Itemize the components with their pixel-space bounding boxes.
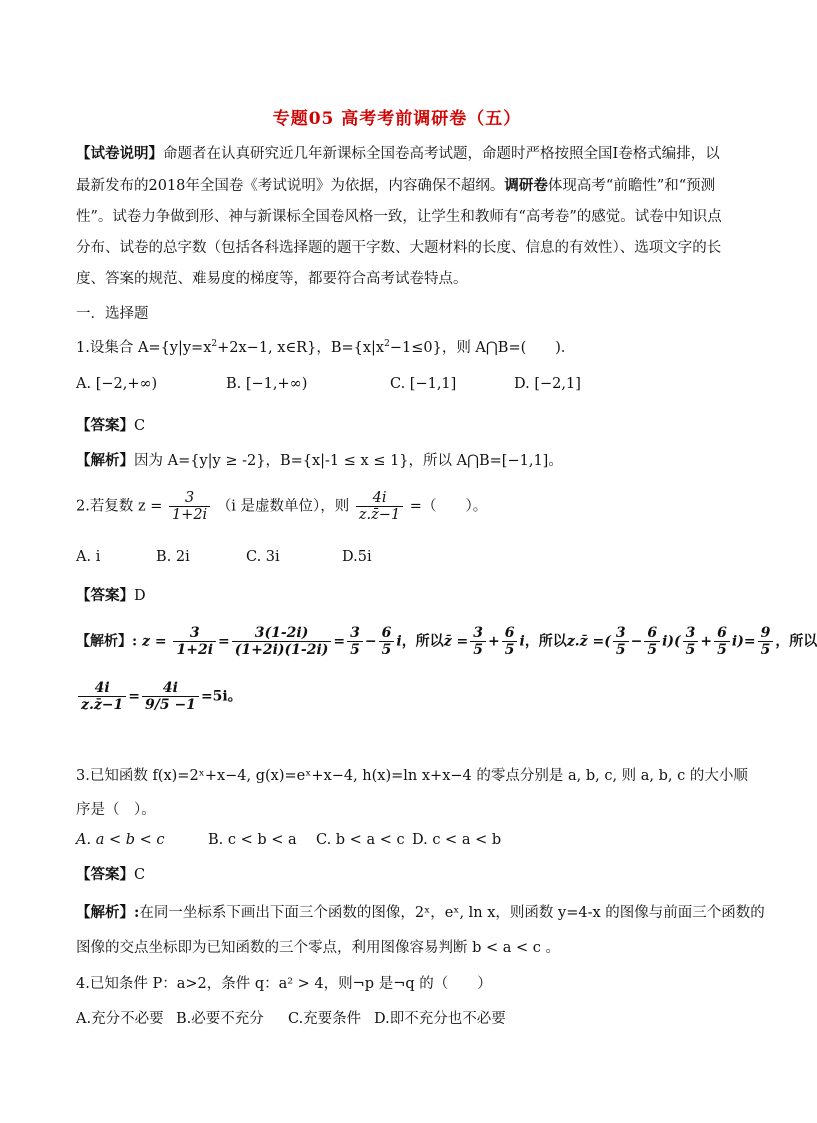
fraction-numerator: 6	[381, 625, 392, 641]
q1-option-b: B. [−1,+∞)	[226, 376, 308, 392]
q4-option-a: A.充分不必要	[76, 1011, 164, 1027]
intro-text-1: 命题者在认真研究近几年新课标全国卷高考试题，命题时严格按照全国Ⅰ卷格式编排，以最新发布的2018年全国卷《考试说明》为依据，内容确保不超纲。	[76, 146, 720, 194]
fraction-numerator: 3	[189, 625, 200, 641]
fraction-numerator: 3	[184, 490, 195, 506]
q3-analysis-text-1: 在同一坐标系下画出下面三个函数的图像，2ˣ，eˣ, ln x，则函数 y=4-x 的图像与前面三个函数的	[139, 905, 765, 921]
fraction-denominator: 5	[347, 641, 363, 658]
q2-stem-a: 2.若复数 z =	[76, 498, 163, 515]
q3-answer-value: C	[134, 867, 146, 883]
math-fraction	[379, 625, 395, 658]
q1-option-d: D. [−2,1]	[514, 376, 581, 392]
q3-option-b: B. c < b < a	[208, 832, 297, 848]
intro-text-2: 体现高考“前瞻性”和“预测性”。试卷力争做到形、神与新课标全国卷风格一致，让学生和教师有“高考卷”的感觉。试卷中知识点分布、试卷的总字数（包括各科选择题的题干字数、大题材料的长度、信息的有效性）、选项文字的长度、答案的规范、难易度的梯度等，都要符合高考试卷特点。	[76, 178, 722, 287]
q4-option-d: D.即不充分也不必要	[374, 1011, 506, 1027]
math-fraction	[502, 625, 518, 658]
q2-answer-tag: 【答案】	[76, 587, 134, 604]
math-fraction	[613, 625, 629, 658]
fraction-denominator: 5	[613, 641, 629, 658]
fraction-denominator: 5	[683, 641, 699, 658]
fraction-denominator: 5	[502, 641, 518, 658]
q3-analysis-tag: 【解析】:	[76, 904, 140, 921]
q3-answer	[76, 863, 145, 884]
q1-stem-b: +2x−1, x∈R}，B={x|x	[217, 340, 385, 356]
q3-stem: 3.已知函数 f(x)=2ˣ+x−4, g(x)=eˣ+x−4, h(x)=ln x+x−4 的零点分别是 a, b, c, 则 a, b, c 的大小顺	[76, 768, 748, 784]
q1-analysis	[76, 449, 563, 470]
fraction-denominator: 5	[714, 641, 730, 658]
q2-stem	[76, 490, 487, 523]
math-fraction	[644, 625, 660, 658]
math-fraction	[142, 680, 199, 713]
q1-option-c: C. [−1,1]	[390, 376, 457, 392]
fraction-numerator: 3	[685, 625, 696, 641]
fraction-denominator: 9/5 −1	[142, 696, 199, 713]
q3-stem-2: 序是（ ）。	[76, 802, 156, 818]
text: z̄ =	[443, 633, 469, 650]
math-fraction	[347, 625, 363, 658]
fraction-numerator: 4i	[162, 680, 178, 696]
math-fraction	[683, 625, 699, 658]
q2-stem-c: =（ ）。	[409, 498, 488, 515]
fraction-denominator: z.z̄−1	[356, 506, 403, 523]
q2-option-c: C. 3i	[246, 549, 280, 565]
math-fraction	[173, 625, 216, 658]
q1-analysis-tag: 【解析】	[76, 452, 134, 469]
page-title: 专题05 高考考前调研卷（五）	[272, 109, 522, 129]
q4-options	[76, 1007, 506, 1028]
q3-analysis	[76, 901, 765, 922]
fraction-denominator: 5	[470, 641, 486, 658]
q4-option-c: C.充要条件	[288, 1011, 362, 1027]
q2-option-b: B. 2i	[156, 549, 190, 565]
q1-option-a: A. [−2,+∞)	[76, 376, 158, 392]
q2-stem-b: （i 是虚数单位），则	[216, 498, 350, 515]
q2-fraction-z	[169, 490, 210, 523]
fraction-denominator: (1+2i)(1-2i)	[232, 641, 332, 658]
q2-analysis-line1: 【解析】: z = $\frac{3}{1+2i}$ = $\frac{3(1-2i)}{(1+2i)(1-2i)}$ = $\frac{3}{5}$ − $\frac{6}{5}$ i，所以z̄ = $\frac{3}{5}$ + $\frac{6}{5}$ i，所以z.z̄ =( $\frac{3}{5}$ − $\frac{6}{5}$ i)( $\frac{3}{5}$ + $\frac{6}{5}$ i)= $\frac{9}{5}$ ，所以	[76, 625, 817, 658]
fraction-denominator: 5	[644, 641, 660, 658]
q2-options	[76, 549, 372, 565]
q1-analysis-text: 因为 A={y|y ≥ -2}，B={x|-1 ≤ x ≤ 1}，所以 A⋂B=[−1,1]。	[134, 453, 563, 469]
fraction-denominator: 1+2i	[169, 506, 210, 523]
q2-answer	[76, 584, 146, 605]
intro-tag: 【试卷说明】	[76, 145, 163, 162]
q4-stem: 4.已知条件 P：a>2，条件 q：a² > 4，则¬p 是¬q 的（ ）	[76, 976, 492, 992]
fraction-numerator: 6	[647, 625, 658, 641]
fraction-denominator: 5	[379, 641, 395, 658]
q3-option-c: C. b < a < c	[316, 832, 405, 848]
q2-fraction-target	[356, 490, 403, 523]
intro-paragraph	[76, 138, 724, 295]
fraction-numerator: 4i	[372, 490, 387, 506]
q2-analysis-tag: 【解析】:	[76, 633, 138, 650]
math-fraction	[714, 625, 730, 658]
math-fraction	[78, 680, 126, 713]
fraction-numerator: 9	[760, 625, 771, 641]
text: ，所以	[401, 633, 444, 650]
math-fraction	[758, 625, 774, 658]
fraction-numerator: 6	[717, 625, 727, 641]
fraction-denominator: 1+2i	[173, 641, 216, 658]
text: ，所以	[775, 633, 817, 650]
q3-option-a: A. a < b < c	[76, 832, 165, 848]
q1-stem: 1.设集合 $A=\{y|y=x^2+2x-1$, x∈R}，$B=\{x|x^2-1\le 0\}$，则 A⋂B=( )．	[76, 339, 576, 356]
q1-answer-value: C	[134, 418, 146, 434]
math-fraction	[232, 625, 332, 658]
text: z.z̄ =(	[566, 633, 611, 650]
text: i)=	[731, 633, 756, 650]
fraction-denominator: 5	[758, 641, 774, 658]
fraction-numerator: 4i	[94, 680, 110, 696]
q1-answer	[76, 414, 145, 435]
section-heading: 一．选择题	[76, 306, 149, 322]
q2-option-a: A. i	[76, 549, 101, 565]
fraction-numerator: 6	[504, 625, 515, 641]
q2-analysis-line2: $\frac{4i}{z.z̄-1}$ = $\frac{4i}{9/5 -1}$ =5i。	[76, 680, 242, 713]
fraction-denominator: z.z̄−1	[78, 696, 126, 713]
q1-options	[76, 376, 581, 392]
text: ，所以	[524, 633, 567, 650]
q1-answer-tag: 【答案】	[76, 417, 134, 434]
fraction-numerator: 3(1-2i)	[254, 625, 309, 641]
q1-stem-a: 1.设集合 A={y|y=x	[76, 340, 212, 356]
q2-option-d: D.5i	[342, 549, 372, 565]
fraction-numerator: 3	[350, 625, 360, 641]
q2-answer-value: D	[134, 588, 146, 604]
math-fraction	[470, 625, 486, 658]
intro-bold: 调研卷	[504, 177, 548, 194]
q4-option-b: B.必要不充分	[176, 1011, 264, 1027]
text: i)(	[662, 633, 681, 650]
q3-options	[76, 832, 501, 848]
text: =5i。	[200, 688, 242, 705]
q3-answer-tag: 【答案】	[76, 866, 134, 883]
fraction-numerator: 3	[473, 625, 483, 641]
fraction-numerator: 3	[615, 625, 626, 641]
q1-stem-c: −1≤0}，则 A⋂B=( )．	[389, 340, 576, 356]
q3-analysis-cont: 图像的交点坐标即为已知函数的三个零点，利用图像容易判断 b < a < c 。	[76, 940, 560, 956]
q3-option-d: D. c < a < b	[412, 832, 502, 848]
